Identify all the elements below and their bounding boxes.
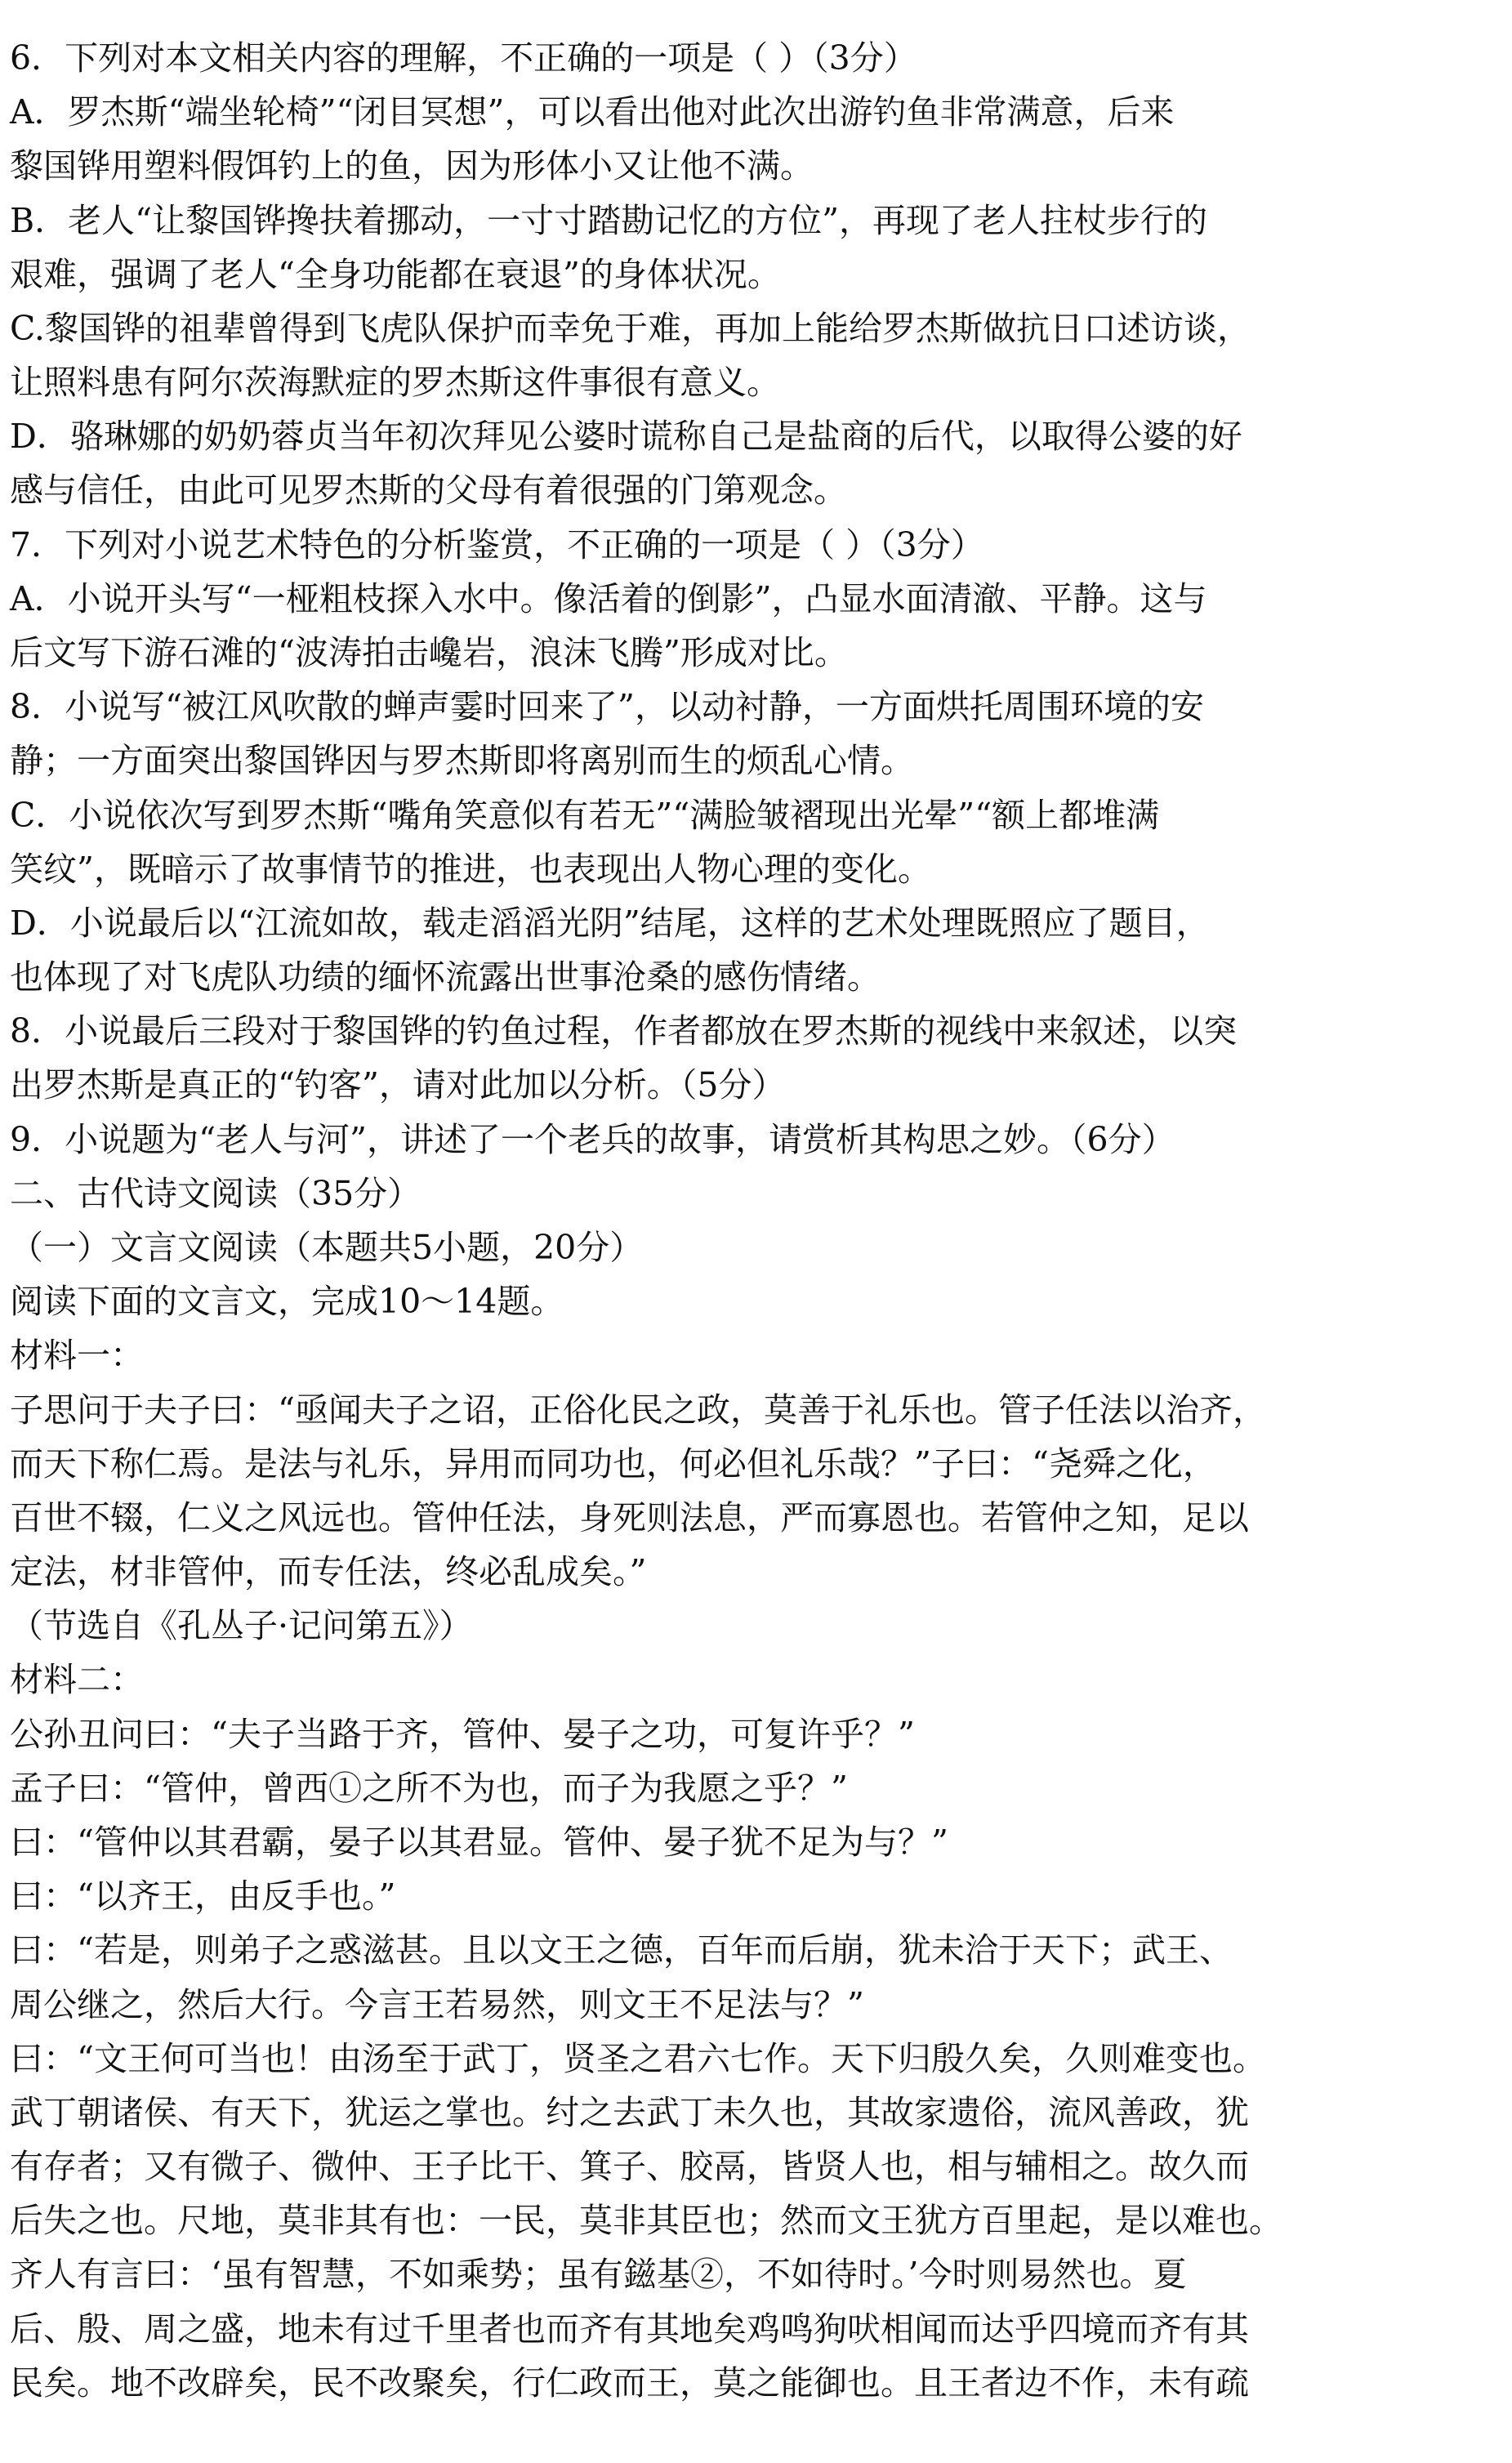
material-2-line1: 公孙丑问曰：“夫子当路于齐，管仲、晏子之功，可复许乎？” — [10, 1715, 915, 1754]
material-1-line2: 而天下称仁焉。是法与礼乐，异用而同功也，何必但礼乐哉？”子曰：“尧舜之化， — [10, 1444, 1216, 1484]
q7-option-b-line1: 8．小说写“被江风吹散的蝉声霎时回来了”，以动衬静，一方面烘托周围环境的安 — [10, 687, 1205, 726]
q7-option-d-line2: 也体现了对飞虎队功绩的缅怀流露出世事沧桑的感伤情绪。 — [10, 957, 881, 997]
material-2-line9: 有存者；又有微子、微仲、王子比干、箕子、胶鬲，皆贤人也，相与辅相之。故久而 — [10, 2147, 1249, 2186]
q7-option-c-line1: C．小说依次写到罗杰斯“嘴角笑意似有若无”“满脸皱褶现出光晕”“额上都堆满 — [10, 796, 1160, 835]
material-1-line1: 子思问于夫子曰：“亟闻夫子之诏，正俗化民之政，莫善于礼乐也。管子任法以治齐， — [10, 1390, 1266, 1430]
q6-option-c-line2: 让照料患有阿尔茨海默症的罗杰斯这件事很有意义。 — [10, 363, 780, 402]
q8-stem-line1: 8．小说最后三段对于黎国铧的钓鱼过程，作者都放在罗杰斯的视线中来叙述，以突 — [10, 1011, 1238, 1051]
reading-instruction: 阅读下面的文言文，完成10～14题。 — [10, 1282, 564, 1321]
q7-option-a-line2: 后文写下游石滩的“波涛拍击巉岩，浪沫飞腾”形成对比。 — [10, 633, 848, 672]
material-2-line6: 周公继之，然后大行。今言王若易然，则文王不足法与？” — [10, 1985, 864, 2024]
q7-stem: 7．下列对小说艺术特色的分析鉴赏，不正确的一项是（ ）（3分） — [10, 525, 984, 564]
material-2-line10: 后失之也。尺地，莫非其有也：一民，莫非其臣也；然而文王犹方百里起，是以难也。 — [10, 2201, 1282, 2240]
q9-stem: 9．小说题为“老人与河”，讲述了一个老兵的故事，请赏析其构思之妙。（6分） — [10, 1120, 1175, 1159]
material-1-line3: 百世不辍，仁义之风远也。管仲任法，身死则法息，严而寡恩也。若管仲之知，足以 — [10, 1498, 1249, 1537]
section-2-heading: 二、古代诗文阅读（35分） — [10, 1174, 421, 1213]
material-1-label: 材料一： — [10, 1336, 144, 1375]
q6-option-a-line1: A．罗杰斯“端坐轮椅”“闭目冥想”，可以看出他对此次出游钓鱼非常满意，后来 — [10, 92, 1175, 132]
material-2-line13: 民矣。地不改辟矣，民不改聚矣，行仁政而王，莫之能御也。且王者边不作，未有疏 — [10, 2363, 1249, 2403]
q6-option-c-line1: C.黎国铧的祖辈曾得到飞虎队保护而幸免于难，再加上能给罗杰斯做抗日口述访谈， — [10, 309, 1251, 348]
material-2-line5: 曰：“若是，则弟子之惑滋甚。且以文王之德，百年而后崩，犹未洽于天下；武王、 — [10, 1930, 1233, 1970]
material-1-line4: 定法，材非管仲，而专任法，终必乱成矣。” — [10, 1552, 647, 1591]
material-1-source: （节选自《孔丛子·记问第五》） — [10, 1606, 473, 1645]
material-2-line3: 曰：“管仲以其君霸，晏子以其君显。管仲、晏子犹不足为与？” — [10, 1823, 948, 1862]
q6-option-a-line2: 黎国铧用塑料假饵钓上的鱼，因为形体小又让他不满。 — [10, 146, 814, 185]
q7-option-d-line1: D．小说最后以“江流如故，载走滔滔光阴”结尾，这样的艺术处理既照应了题目， — [10, 904, 1210, 943]
material-2-line2: 孟子曰：“管仲，曾西①之所不为也，而子为我愿之乎？” — [10, 1769, 848, 1808]
material-2-line8: 武丁朝诸侯、有天下，犹运之掌也。纣之去武丁未久也，其故家遗俗，流风善政，犹 — [10, 2093, 1249, 2132]
subsection-1-heading: （一）文言文阅读（本题共5小题，20分） — [10, 1228, 644, 1267]
material-2-line4: 曰：“以齐王，由反手也。” — [10, 1876, 396, 1916]
material-2-line12: 后、殷、周之盛，地未有过千里者也而齐有其地矣鸡鸣狗吠相闻而达乎四境而齐有其 — [10, 2309, 1249, 2349]
material-2-label: 材料二： — [10, 1660, 144, 1699]
q6-option-d-line1: D．骆琳娜的奶奶蓉贞当年初次拜见公婆时谎称自己是盐商的后代，以取得公婆的好 — [10, 417, 1242, 456]
q7-option-a-line1: A．小说开头写“一桠粗枝探入水中。像活着的倒影”，凸显水面清澈、平静。这与 — [10, 579, 1207, 618]
material-2-line7: 曰：“文王何可当也！由汤至于武丁，贤圣之君六七作。天下归殷久矣，久则难变也。 — [10, 2039, 1266, 2078]
q7-option-c-line2: 笑纹”，既暗示了故事情节的推进，也表现出人物心理的变化。 — [10, 850, 931, 889]
material-2-line11: 齐人有言曰：‘虽有智慧，不如乘势；虽有鎡基②，不如待时。’今时则易然也。夏 — [10, 2255, 1187, 2294]
q6-option-b-line1: B．老人“让黎国铧搀扶着挪动，一寸寸踏勘记忆的方位”，再现了老人拄杖步行的 — [10, 201, 1208, 240]
q7-option-b-line2: 静；一方面突出黎国铧因与罗杰斯即将离别而生的烦乱心情。 — [10, 741, 914, 780]
q6-option-b-line2: 艰难，强调了老人“全身功能都在衰退”的身体状况。 — [10, 255, 781, 294]
q6-stem: 6．下列对本文相关内容的理解，不正确的一项是（ ）（3分） — [10, 38, 917, 78]
q6-option-d-line2: 感与信任，由此可见罗杰斯的父母有着很强的门第观念。 — [10, 471, 847, 510]
q8-stem-line2: 出罗杰斯是真正的“钓客”，请对此加以分析。（5分） — [10, 1065, 786, 1104]
